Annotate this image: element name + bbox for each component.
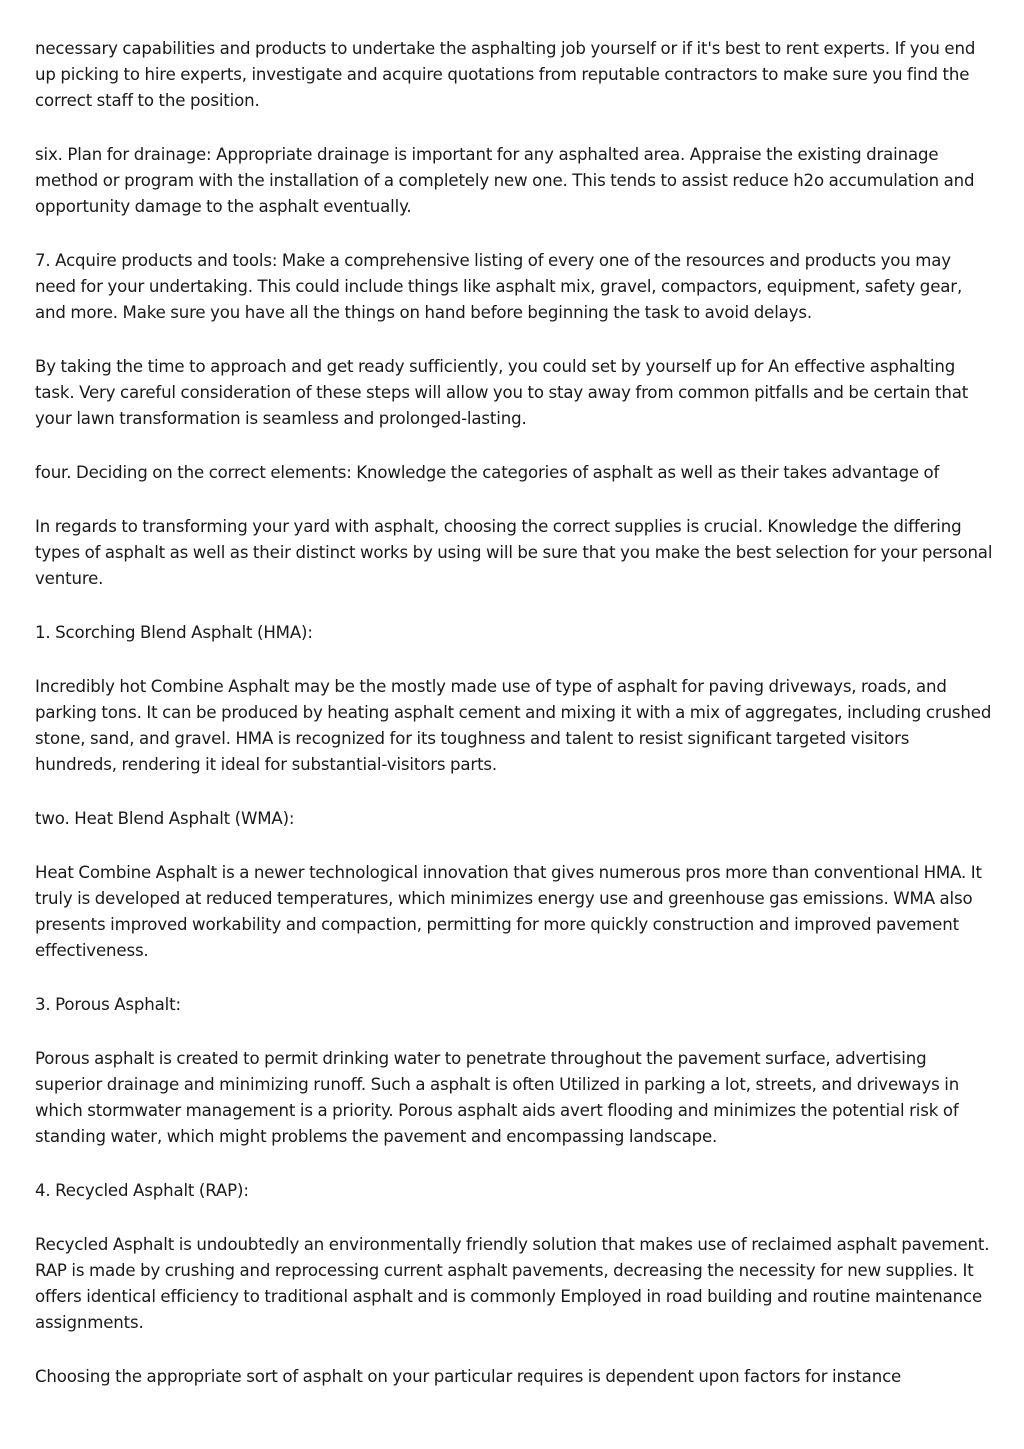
paragraph-products-tools: 7. Acquire products and tools: Make a comprehensive listing of every one of the resources and products you may need for your undertaking. This could include things like asphalt mix, gravel, compactors, equipment, safety gear, and more. Make sure you have all the things on hand before beginning the task to avoid delays.	[35, 251, 963, 322]
paragraph-preparation: By taking the time to approach and get ready sufficiently, you could set by yourself up for An effective asphalting task. Very careful consideration of these steps will allow you to stay away from common pitfalls and be certain that your lawn transformation is seamless and prolonged-lasting.	[35, 357, 969, 428]
paragraph-rap: Recycled Asphalt is undoubtedly an environmentally friendly solution that makes use of reclaimed asphalt pavement. RAP is made by crushing and reprocessing current asphalt pavements, decreasing the necessity for new supplies. It offers identical efficiency to traditional asphalt and is commonly Employed in road building and routine maintenance assignments.	[35, 1235, 990, 1332]
paragraph-capabilities: necessary capabilities and products to undertake the asphalting job yourself or if it's best to rent experts. If you end up picking to hire experts, investigate and acquire quotations from reputable contractors to make sure you find the correct staff to the position.	[35, 39, 976, 110]
document-body	[35, 36, 993, 1418]
heading-hma: 1. Scorching Blend Asphalt (HMA):	[35, 623, 313, 642]
heading-wma: two. Heat Blend Asphalt (WMA):	[35, 809, 295, 828]
paragraph-supplies-intro: In regards to transforming your yard with asphalt, choosing the correct supplies is crucial. Knowledge the differing types of asphalt as well as their distinct works by using will be sure that you make the best selection for your personal venture.	[35, 517, 993, 588]
paragraph-drainage: six. Plan for drainage: Appropriate drainage is important for any asphalted area. Appraise the existing drainage method or program with the installation of a completely new one. This tends to assist reduce h2o accumulation and opportunity damage to the asphalt eventually.	[35, 145, 975, 216]
heading-porous: 3. Porous Asphalt:	[35, 995, 181, 1014]
heading-rap: 4. Recycled Asphalt (RAP):	[35, 1181, 249, 1200]
paragraph-correct-elements: four. Deciding on the correct elements: Knowledge the categories of asphalt as well as their takes advantage of	[35, 463, 940, 482]
paragraph-wma: Heat Combine Asphalt is a newer technological innovation that gives numerous pros more than conventional HMA. It truly is developed at reduced temperatures, which minimizes energy use and greenhouse gas emissions. WMA also presents improved workability and compaction, permitting for more quickly construction and improved pavement effectiveness.	[35, 863, 982, 960]
paragraph-choosing: Choosing the appropriate sort of asphalt on your particular requires is dependent upon factors for instance	[35, 1367, 902, 1386]
paragraph-hma: Incredibly hot Combine Asphalt may be the mostly made use of type of asphalt for paving driveways, roads, and parking tons. It can be produced by heating asphalt cement and mixing it with a mix of aggregates, including crushed stone, sand, and gravel. HMA is recognized for its toughness and talent to resist significant targeted visitors hundreds, rendering it ideal for substantial-visitors parts.	[35, 677, 992, 774]
paragraph-porous: Porous asphalt is created to permit drinking water to penetrate throughout the pavement surface, advertising superior drainage and minimizing runoff. Such a asphalt is often Utilized in parking a lot, streets, and driveways in which stormwater management is a priority. Porous asphalt aids avert flooding and minimizes the potential risk of standing water, which might problems the pavement and encompassing landscape.	[35, 1049, 960, 1146]
